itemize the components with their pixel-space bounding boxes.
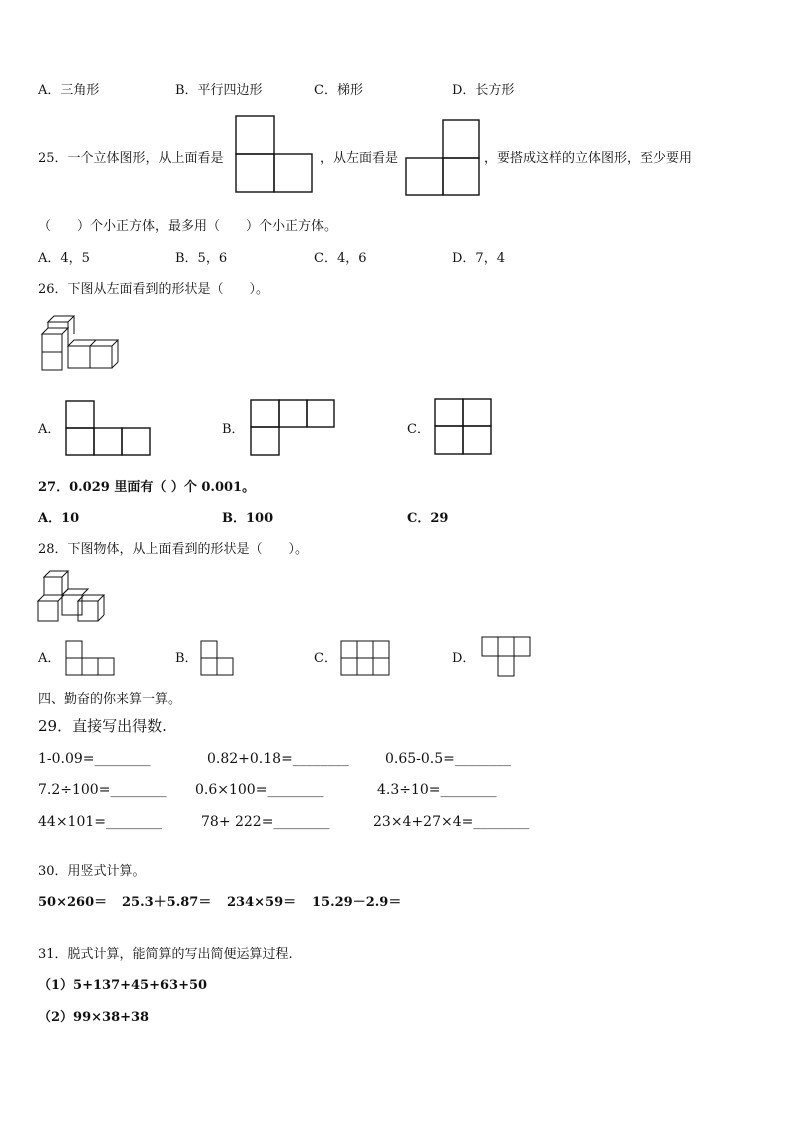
q27-option-b[interactable]: B．100 [222,511,274,526]
q28-option-b-label[interactable]: B． [175,651,198,666]
q28-question: 28．下图物体，从上面看到的形状是（ ）。 [38,542,309,557]
q28-option-d-figure[interactable] [482,637,532,679]
q26-option-c-figure[interactable] [435,399,495,459]
q25-top-view-figure [236,116,316,196]
q31-item-2[interactable]: （2）99×38+38 [38,1010,150,1025]
q29-item-5[interactable]: 0.6×100=________ [195,782,324,798]
q25-text-line2: （ ）个小正方体，最多用（ ）个小正方体。 [38,219,338,234]
q28-option-b-figure[interactable] [201,641,237,677]
q24-option-b[interactable]: B．平行四边形 [175,83,263,98]
q27-option-a[interactable]: A．10 [38,511,80,526]
q29-item-9[interactable]: 23×4+27×4=________ [373,814,530,830]
q25-text-part3: ，要搭成这样的立体图形，至少要用 [484,151,693,166]
q25-option-c[interactable]: C．4，6 [314,251,367,266]
section-4-heading: 四、勤奋的你来算一算。 [38,692,182,707]
q31-item-1[interactable]: （1）5+137+45+63+50 [38,978,208,993]
q31-title: 31．脱式计算，能简算的写出简便运算过程. [38,947,293,962]
q28-option-a-label[interactable]: A． [38,651,61,666]
q25-option-d[interactable]: D．7，4 [452,251,505,266]
q25-option-a[interactable]: A．4，5 [38,251,90,266]
q24-option-d[interactable]: D．长方形 [452,83,515,98]
q25-text-part2: ，从左面看是 [320,151,399,166]
q28-option-a-figure[interactable] [66,641,116,677]
q27-option-c[interactable]: C．29 [407,511,449,526]
q29-item-8[interactable]: 78+ 222=________ [201,814,330,830]
q26-option-a-label[interactable]: A． [38,422,61,437]
q29-item-4[interactable]: 7.2÷100=________ [38,782,167,798]
q29-item-7[interactable]: 44×101=________ [38,814,162,830]
q28-solid-figure [38,571,108,623]
q26-solid-figure [42,316,122,376]
q24-option-a[interactable]: A．三角形 [38,83,100,98]
q26-option-c-label[interactable]: C． [407,422,430,437]
q25-option-b[interactable]: B．5，6 [175,251,228,266]
q26-option-b-label[interactable]: B． [222,422,245,437]
q28-option-d-label[interactable]: D． [452,651,476,666]
q29-item-3[interactable]: 0.65-0.5=________ [385,751,511,767]
q30-item-4[interactable]: 15.29－2.9＝ [312,895,402,910]
q26-option-a-figure[interactable] [66,401,156,461]
q30-item-3[interactable]: 234×59＝ [227,895,297,910]
q24-option-c[interactable]: C．梯形 [314,83,363,98]
q28-option-c-figure[interactable] [341,641,391,677]
q26-question: 26．下图从左面看到的形状是（ ）。 [38,282,270,297]
q29-title: 29．直接写出得数. [38,717,167,735]
q29-item-6[interactable]: 4.3÷10=________ [377,782,497,798]
q25-left-view-figure [406,120,486,200]
q29-item-2[interactable]: 0.82+0.18=________ [207,751,349,767]
q26-option-b-figure[interactable] [251,400,341,460]
q29-item-1[interactable]: 1-0.09=________ [38,751,151,767]
q25-text-part1: 25．一个立体图形，从上面看是 [38,151,224,166]
q30-title: 30．用竖式计算。 [38,864,146,879]
q30-item-2[interactable]: 25.3＋5.87＝ [122,895,212,910]
q27-question: 27．0.029 里面有（ ）个 0.001。 [38,480,256,495]
q28-option-c-label[interactable]: C． [314,651,337,666]
q30-item-1[interactable]: 50×260＝ [38,895,108,910]
